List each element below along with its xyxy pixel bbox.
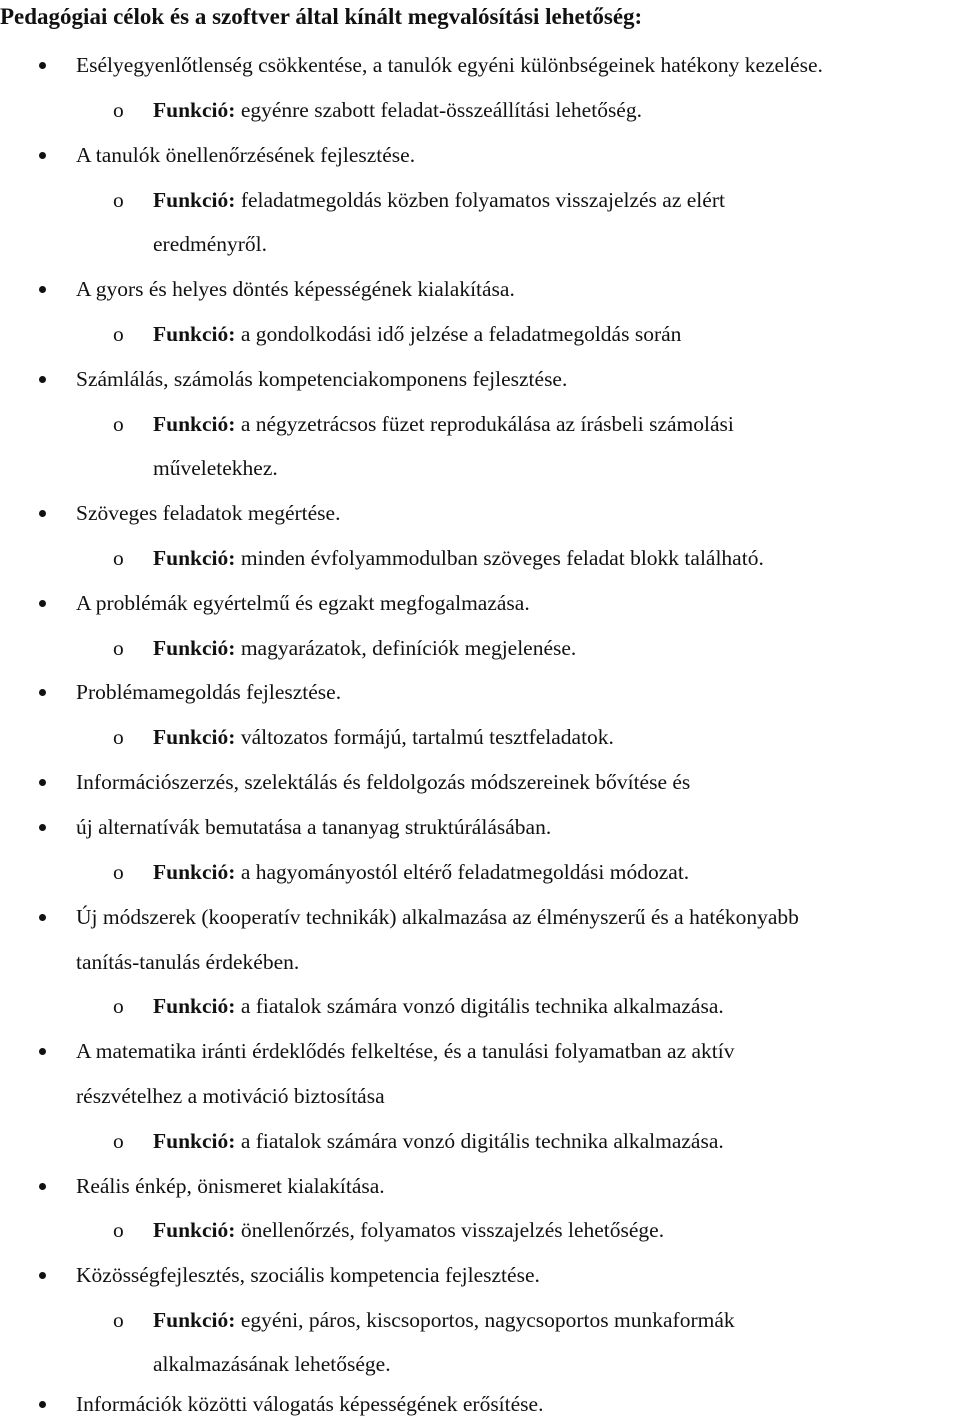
bullet-icon — [39, 1183, 46, 1190]
sub-bullet-icon: o — [113, 188, 124, 212]
function-item — [0, 850, 960, 894]
goal-item — [0, 43, 960, 87]
bullet-icon — [39, 1048, 46, 1055]
goal-text: A matematika iránti érdeklődés felkeltése, és a tanulási folyamatban az aktív — [76, 1039, 735, 1063]
sub-bullet-icon: o — [113, 725, 124, 749]
function-item — [0, 312, 960, 356]
goal-item — [0, 581, 960, 625]
goal-item — [0, 805, 960, 849]
function-item — [0, 1119, 960, 1163]
sub-bullet-icon: o — [113, 546, 124, 570]
bullet-icon — [39, 510, 46, 517]
sub-bullet-icon: o — [113, 322, 124, 346]
function-label: Funkció: — [153, 98, 236, 122]
function-label: Funkció: — [153, 1308, 236, 1332]
function-label: Funkció: — [153, 546, 236, 570]
function-item — [0, 984, 960, 1028]
sub-bullet-icon: o — [113, 1308, 124, 1332]
bullet-icon — [39, 689, 46, 696]
function-text: egyéni, páros, kiscsoportos, nagycsoportos munkaformák — [235, 1308, 735, 1332]
function-text: a gondolkodási idő jelzése a feladatmegoldás során — [240, 322, 682, 346]
goal-item — [0, 491, 960, 535]
sub-bullet-icon: o — [113, 412, 124, 436]
goal-text: új alternatívák bemutatása a tananyag struktúrálásában. — [76, 815, 552, 839]
function-label: Funkció: — [153, 1218, 236, 1242]
function-item — [0, 402, 960, 446]
goal-text: A problémák egyértelmű és egzakt megfogalmazása. — [76, 591, 530, 615]
goal-text: Reális énkép, önismeret kialakítása. — [76, 1174, 385, 1198]
goal-continuation — [0, 940, 960, 984]
goal-text: Közösségfejlesztés, szociális kompetencia fejlesztése. — [76, 1263, 540, 1287]
goal-item — [0, 1029, 960, 1073]
function-label: Funkció: — [153, 1129, 236, 1153]
function-text: önellenőrzés, folyamatos visszajelzés lehetősége. — [240, 1218, 665, 1242]
function-text: a négyzetrácsos füzet reprodukálása az írásbeli számolási — [240, 412, 734, 436]
goal-text: Esélyegyenlőtlenség csökkentése, a tanulók egyéni különbségeinek hatékony kezelése. — [76, 53, 823, 77]
goal-text: A gyors és helyes döntés képességének kialakítása. — [76, 277, 515, 301]
function-text: eredményről. — [153, 232, 268, 256]
function-label: Funkció: — [153, 188, 236, 212]
function-item — [0, 626, 960, 670]
bullet-icon — [39, 914, 46, 921]
bullet-icon — [39, 376, 46, 383]
bullet-icon — [39, 600, 46, 607]
function-text: változatos formájú, tartalmú tesztfeladatok. — [240, 725, 614, 749]
goal-text: Új módszerek (kooperatív technikák) alkalmazása az élményszerű és a hatékonyabb — [76, 905, 799, 929]
function-text: feladatmegoldás közben folyamatos visszajelzés az elért — [240, 188, 725, 212]
page-title: Pedagógiai célok és a szoftver által kínált megvalósítási lehetőség: — [0, 4, 643, 29]
goal-item — [0, 1164, 960, 1208]
function-item — [0, 536, 960, 580]
sub-bullet-icon: o — [113, 1129, 124, 1153]
goal-item — [0, 670, 960, 714]
sub-bullet-icon: o — [113, 860, 124, 884]
bullet-icon — [39, 62, 46, 69]
sub-bullet-icon: o — [113, 636, 124, 660]
function-item — [0, 1208, 960, 1252]
function-label: Funkció: — [153, 725, 236, 749]
goal-text: részvételhez a motiváció biztosítása — [76, 1084, 385, 1108]
function-text: egyénre szabott feladat-összeállítási lehetőség. — [240, 98, 642, 122]
bullet-icon — [39, 1272, 46, 1279]
function-continuation — [0, 1342, 960, 1386]
bullet-icon — [39, 1401, 46, 1408]
goal-text: tanítás-tanulás érdekében. — [76, 950, 300, 974]
goal-text: A tanulók önellenőrzésének fejlesztése. — [76, 143, 416, 167]
goal-item — [0, 267, 960, 311]
function-text: a fiatalok számára vonzó digitális technika alkalmazása. — [240, 994, 724, 1018]
function-label: Funkció: — [153, 860, 236, 884]
function-item — [0, 715, 960, 759]
function-text: a hagyományostól eltérő feladatmegoldási módozat. — [240, 860, 690, 884]
function-label: Funkció: — [153, 322, 236, 346]
function-label: Funkció: — [153, 636, 236, 660]
function-text: magyarázatok, definíciók megjelenése. — [240, 636, 577, 660]
goal-item — [0, 895, 960, 939]
goal-continuation — [0, 1074, 960, 1118]
function-item — [0, 1298, 960, 1342]
bullet-icon — [39, 824, 46, 831]
function-item — [0, 178, 960, 222]
goal-item — [0, 133, 960, 177]
goal-text: Szöveges feladatok megértése. — [76, 501, 341, 525]
goal-text: Információszerzés, szelektálás és feldolgozás módszereinek bővítése és — [76, 770, 691, 794]
goal-item — [0, 1382, 960, 1426]
sub-bullet-icon: o — [113, 98, 124, 122]
function-label: Funkció: — [153, 412, 236, 436]
sub-bullet-icon: o — [113, 994, 124, 1018]
function-continuation — [0, 446, 960, 490]
function-item — [0, 88, 960, 132]
goal-text: Számlálás, számolás kompetenciakomponens fejlesztése. — [76, 367, 568, 391]
bullet-icon — [39, 152, 46, 159]
bullet-icon — [39, 286, 46, 293]
goal-item — [0, 1253, 960, 1297]
function-continuation — [0, 222, 960, 266]
goal-text: Problémamegoldás fejlesztése. — [76, 680, 342, 704]
goal-item — [0, 357, 960, 401]
function-text: minden évfolyammodulban szöveges feladat blokk található. — [240, 546, 764, 570]
function-text: alkalmazásának lehetősége. — [153, 1352, 391, 1376]
bullet-icon — [39, 779, 46, 786]
function-text: műveletekhez. — [153, 456, 278, 480]
goal-item — [0, 760, 960, 804]
sub-bullet-icon: o — [113, 1218, 124, 1242]
goal-text: Információk közötti válogatás képességének erősítése. — [76, 1392, 544, 1416]
function-text: a fiatalok számára vonzó digitális technika alkalmazása. — [240, 1129, 724, 1153]
function-label: Funkció: — [153, 994, 236, 1018]
